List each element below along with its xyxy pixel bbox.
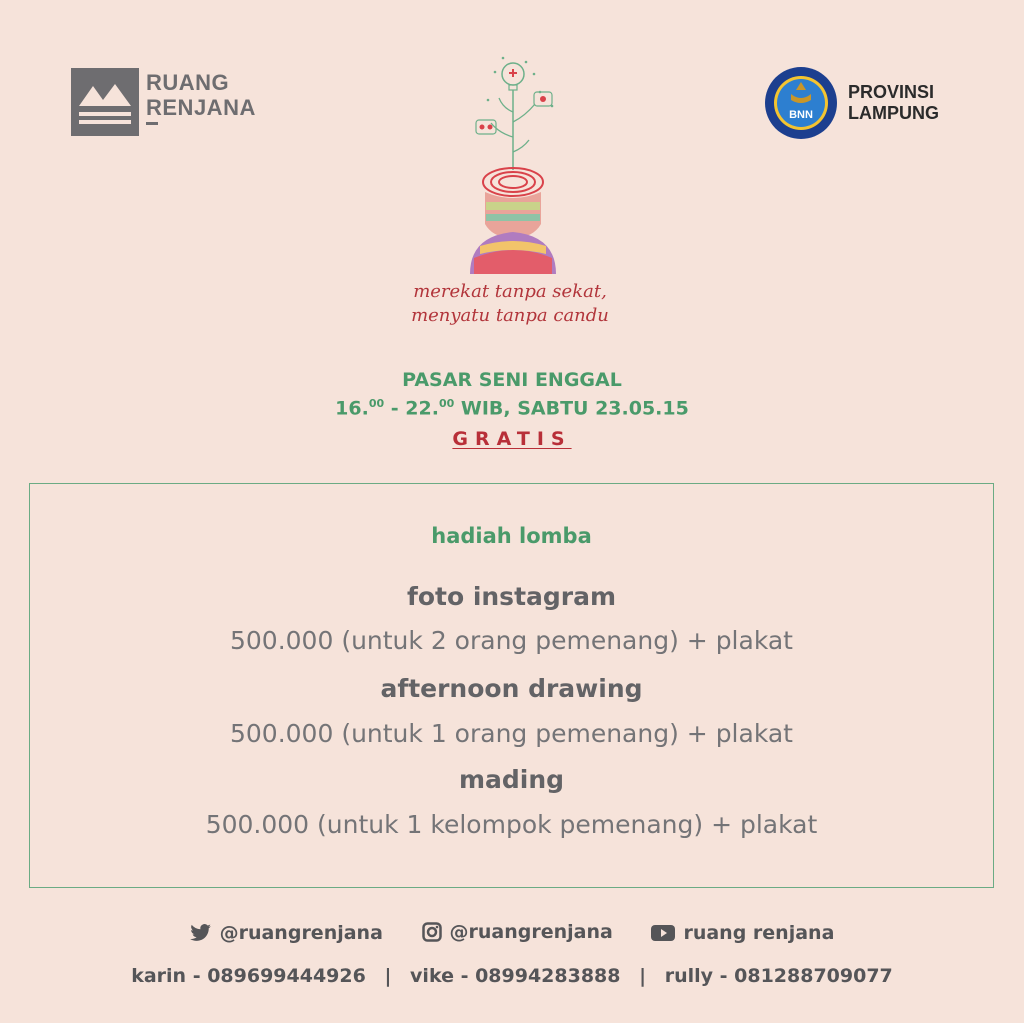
prize-amount-3: 500.000 (untuk 1 kelompok pemenang) + plakat <box>205 810 818 839</box>
start-min: 00 <box>368 397 385 410</box>
prize-heading: hadiah lomba <box>431 524 592 548</box>
tagline-line1: merekat tanpa sekat, <box>413 281 607 302</box>
end-hour: 22. <box>405 397 439 420</box>
bnn-lampung-logo <box>764 66 964 142</box>
prize-category-1: foto instagram <box>406 582 617 611</box>
end-min: 00 <box>438 397 455 410</box>
social-links <box>0 921 1024 951</box>
province-line2: LAMPUNG <box>848 103 939 123</box>
event-name: PASAR SENI ENGGAL <box>402 369 622 391</box>
contact-separator: | <box>384 965 392 987</box>
twitter-icon <box>190 924 212 942</box>
mountain-logo-icon <box>71 68 139 136</box>
tagline-line2: menyatu tanpa candu <box>411 305 609 326</box>
ruang-renjana-logo <box>71 68 271 140</box>
head-plant-illustration <box>440 52 590 274</box>
prize-category-2: afternoon drawing <box>380 674 643 703</box>
event-time <box>262 397 762 419</box>
time-rest: WIB, SABTU 23.05.15 <box>454 397 689 420</box>
province-line1: PROVINSI <box>848 82 935 102</box>
instagram-icon <box>422 922 442 942</box>
bnn-seal-icon <box>764 66 838 140</box>
contact-karin: karin - 089699444926 <box>131 965 366 987</box>
prize-category-3: mading <box>458 765 565 794</box>
seal-label: BNN <box>789 109 813 121</box>
price-label: GRATIS <box>452 428 572 450</box>
logo-underline <box>146 122 158 125</box>
time-dash: - <box>384 397 406 420</box>
contact-rully: rully - 081288709077 <box>664 965 893 987</box>
youtube-icon <box>651 924 675 942</box>
contact-separator: | <box>639 965 647 987</box>
twitter-handle: @ruangrenjana <box>219 922 383 944</box>
prize-amount-1: 500.000 (untuk 2 orang pemenang) + plakat <box>229 626 793 655</box>
instagram-link[interactable] <box>422 921 613 943</box>
twitter-link[interactable] <box>190 922 383 944</box>
contact-vike: vike - 08994283888 <box>410 965 621 987</box>
province-label <box>848 82 939 124</box>
instagram-handle: @ruangrenjana <box>449 921 613 943</box>
start-hour: 16. <box>335 397 369 420</box>
logo-word-renjana: RENJANA <box>146 95 256 120</box>
youtube-link[interactable] <box>651 922 834 944</box>
prize-amount-2: 500.000 (untuk 1 orang pemenang) + plakat <box>229 719 793 748</box>
youtube-channel: ruang renjana <box>683 922 835 944</box>
logo-word-ruang: RUANG <box>146 70 230 95</box>
contact-list <box>0 965 1024 987</box>
prize-box <box>29 483 994 888</box>
